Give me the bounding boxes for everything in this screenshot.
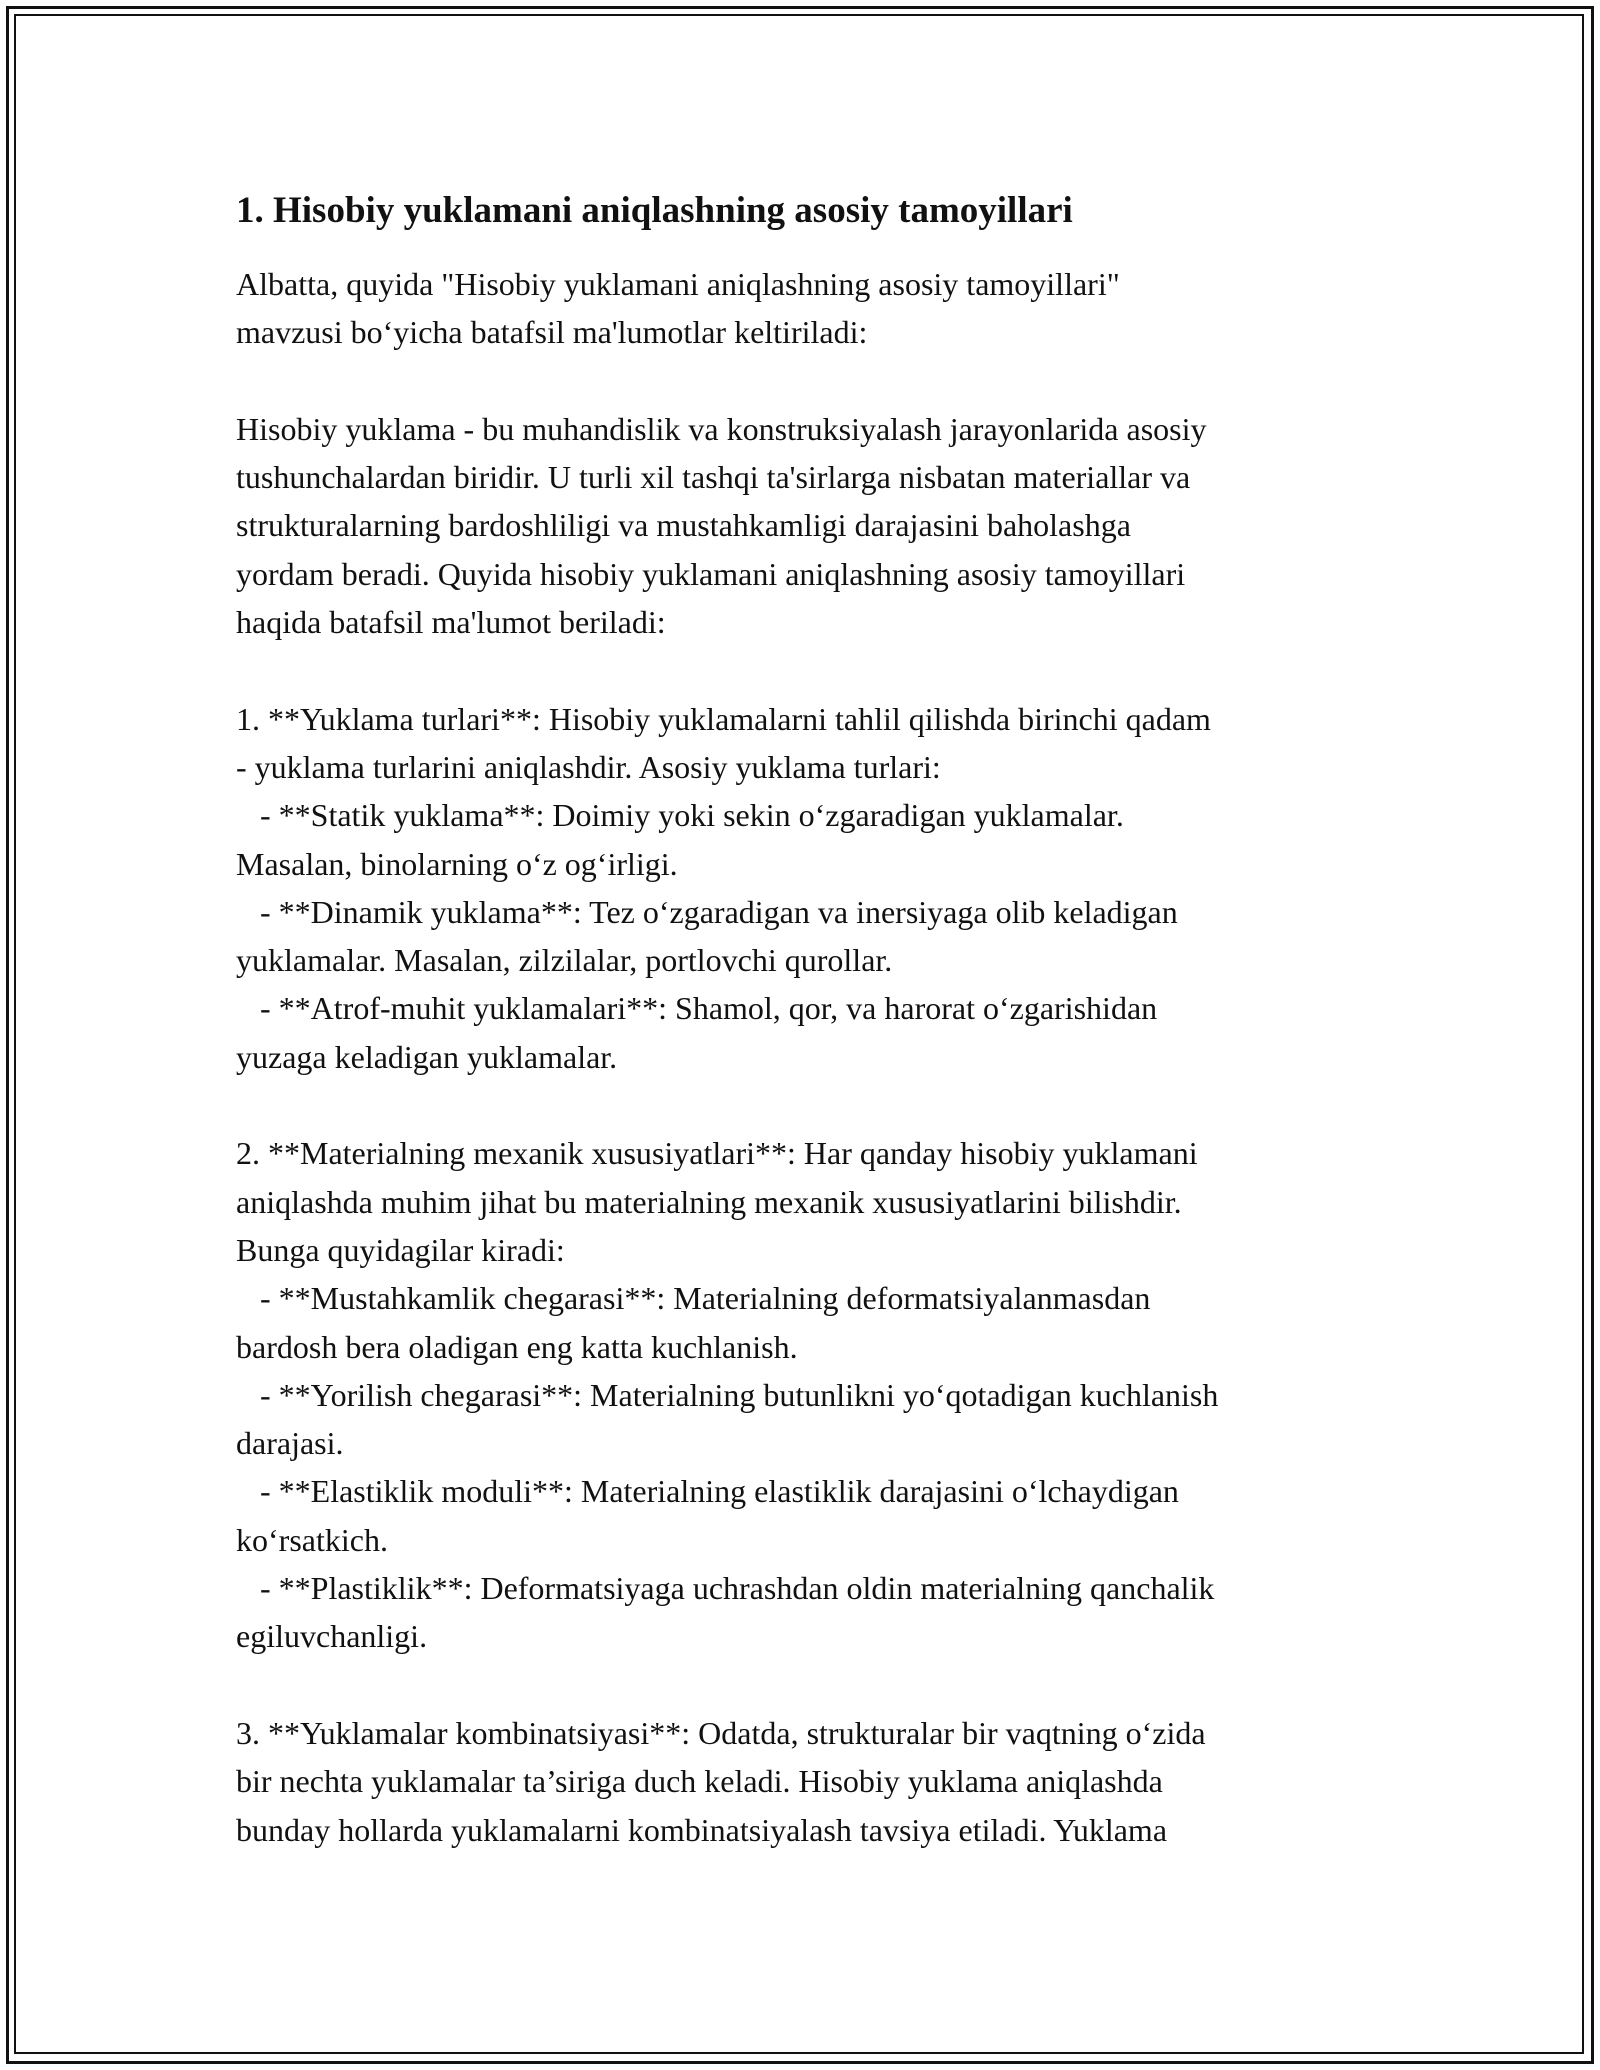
text-line: bunday hollarda yuklamalarni kombinatsiyalash tavsiya etiladi. Yuklama (236, 1811, 1168, 1848)
load-types-paragraph (236, 695, 1396, 1081)
material-properties-paragraph (236, 1129, 1396, 1660)
text-line: Albatta, quyida "Hisobiy yuklamani aniqlashning asosiy tamoyillari" (236, 266, 1120, 302)
text-line: Masalan, binolarning o‘z og‘irligi. (236, 845, 678, 882)
text-line: 3. **Yuklamalar kombinatsiyasi**: Odatda, strukturalar bir vaqtning o‘zida (236, 1714, 1206, 1751)
text-line: strukturalarning bardoshliligi va mustahkamligi darajasini baholashga (236, 507, 1131, 544)
text-line: - **Atrof-muhit yuklamalari**: Shamol, qor, va harorat o‘zgarishidan (236, 990, 1158, 1027)
text-line: - yuklama turlarini aniqlashdir. Asosiy yuklama turlari: (236, 748, 941, 785)
section-heading: 1. Hisobiy yuklamani aniqlashning asosiy tamoyillari (236, 190, 1073, 231)
load-combination-paragraph (236, 1709, 1396, 1854)
intro-paragraph (236, 260, 1396, 357)
text-line: - **Statik yuklama**: Doimiy yoki sekin o‘zgaradigan yuklamalar. (236, 797, 1124, 834)
text-line: bardosh bera oladigan eng katta kuchlanish. (236, 1328, 798, 1365)
text-line: yordam beradi. Quyida hisobiy yuklamani aniqlashning asosiy tamoyillari (236, 555, 1186, 592)
text-line: haqida batafsil ma'lumot beriladi: (236, 604, 666, 641)
text-line: - **Dinamik yuklama**: Tez o‘zgaradigan va inersiyaga olib keladigan (236, 893, 1178, 930)
document-body (236, 186, 1396, 1854)
text-line: tushunchalardan biridir. U turli xil tashqi ta'sirlarga nisbatan materiallar va (236, 459, 1191, 496)
text-line: yuklamalar. Masalan, zilzilalar, portlovchi qurollar. (236, 942, 893, 979)
text-line: 1. **Yuklama turlari**: Hisobiy yuklamalarni tahlil qilishda birinchi qadam (236, 700, 1211, 737)
text-line: yuzaga keladigan yuklamalar. (236, 1038, 618, 1075)
text-line: bir nechta yuklamalar ta’siriga duch keladi. Hisobiy yuklama aniqlashda (236, 1763, 1163, 1800)
text-line: aniqlashda muhim jihat bu materialning mexanik xususiyatlarini bilishdir. (236, 1183, 1182, 1220)
text-line: - **Elastiklik moduli**: Materialning elastiklik darajasini o‘lchaydigan (236, 1473, 1179, 1510)
text-line: 2. **Materialning mexanik xususiyatlari**: Har qanday hisobiy yuklamani (236, 1135, 1198, 1172)
text-line: egiluvchanligi. (236, 1618, 428, 1655)
text-line: Bunga quyidagilar kiradi: (236, 1231, 565, 1268)
text-line: - **Yorilish chegarasi**: Materialning butunlikni yo‘qotadigan kuchlanish (236, 1376, 1219, 1413)
definition-paragraph (236, 405, 1396, 646)
text-line: Hisobiy yuklama - bu muhandislik va konstruksiyalash jarayonlarida asosiy (236, 410, 1207, 447)
text-line: mavzusi bo‘yicha batafsil ma'lumotlar keltiriladi: (236, 314, 868, 351)
text-line: - **Mustahkamlik chegarasi**: Materialning deformatsiyalanmasdan (236, 1280, 1151, 1317)
text-line: - **Plastiklik**: Deformatsiyaga uchrashdan oldin materialning qanchalik (236, 1570, 1215, 1607)
text-line: ko‘rsatkich. (236, 1521, 388, 1558)
text-line: darajasi. (236, 1425, 344, 1462)
